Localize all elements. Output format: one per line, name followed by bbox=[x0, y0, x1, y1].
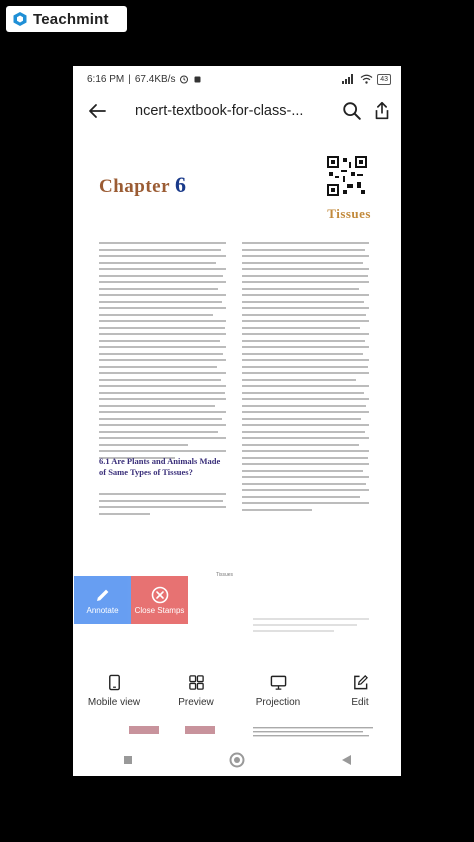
tissues-title: Tissues bbox=[327, 206, 371, 221]
close-stamps-label: Close Stamps bbox=[134, 605, 185, 615]
teachmint-badge bbox=[6, 6, 127, 32]
annotate-button[interactable] bbox=[74, 576, 131, 624]
alarm-icon bbox=[179, 74, 189, 84]
status-time: 6:16 PM bbox=[87, 73, 125, 85]
pdf-page[interactable] bbox=[99, 154, 377, 536]
monitor-icon bbox=[270, 674, 287, 691]
edit-button[interactable] bbox=[325, 674, 395, 708]
edit-icon bbox=[352, 674, 369, 691]
back-button[interactable] bbox=[331, 750, 361, 770]
qr-code-icon bbox=[327, 156, 367, 196]
app-bar bbox=[73, 92, 401, 130]
next-page-preview bbox=[253, 618, 369, 636]
projection-label: Projection bbox=[255, 697, 301, 708]
preview-button[interactable] bbox=[161, 674, 231, 708]
wifi-icon bbox=[360, 74, 373, 84]
teachmint-logo-icon bbox=[12, 11, 28, 27]
battery-indicator: 43 bbox=[377, 74, 391, 85]
recents-square-icon bbox=[123, 755, 133, 765]
mobile-view-icon bbox=[106, 674, 123, 691]
back-triangle-icon bbox=[341, 754, 352, 766]
bottom-toolbar bbox=[73, 668, 401, 714]
grid-preview-icon bbox=[188, 674, 205, 691]
phone-screen bbox=[73, 66, 401, 776]
pencil-icon bbox=[94, 586, 112, 604]
signal-icon bbox=[342, 74, 356, 84]
chapter-number: 6 bbox=[174, 172, 187, 197]
mobile-view-button[interactable] bbox=[79, 674, 149, 708]
chapter-heading bbox=[99, 172, 186, 198]
search-icon[interactable] bbox=[341, 100, 363, 122]
text-column-right bbox=[242, 242, 369, 515]
close-stamps-button[interactable] bbox=[131, 576, 188, 624]
page-strip-preview bbox=[73, 722, 401, 744]
network-speed: 67.4KB/s bbox=[134, 73, 176, 85]
edit-label: Edit bbox=[351, 697, 369, 708]
close-circle-icon bbox=[151, 586, 169, 604]
document-title: ncert-textbook-for-class-... bbox=[135, 103, 304, 119]
page-footer-mark: Tissues bbox=[216, 572, 234, 578]
system-nav-bar bbox=[73, 744, 401, 776]
mobile-view-label: Mobile view bbox=[87, 697, 141, 708]
annotate-label: Annotate bbox=[86, 605, 119, 615]
home-button[interactable] bbox=[222, 750, 252, 770]
section-heading: 6.1 Are Plants and Animals Made of Same Types of Tissues? bbox=[99, 456, 221, 477]
floating-actions bbox=[74, 576, 188, 624]
status-bar: 6:16 PM | 67.4KB/s 43 bbox=[73, 66, 401, 92]
recents-button[interactable] bbox=[113, 750, 143, 770]
back-arrow-icon[interactable] bbox=[85, 99, 109, 123]
home-circle-icon bbox=[229, 752, 245, 768]
chapter-word: Chapter bbox=[99, 176, 170, 197]
vpn-icon bbox=[193, 75, 202, 84]
thumbnail-strip-icon bbox=[73, 722, 401, 744]
projection-button[interactable] bbox=[243, 674, 313, 708]
brand-name: Teachmint bbox=[33, 10, 109, 28]
preview-label: Preview bbox=[178, 697, 214, 708]
share-icon[interactable] bbox=[371, 100, 393, 122]
